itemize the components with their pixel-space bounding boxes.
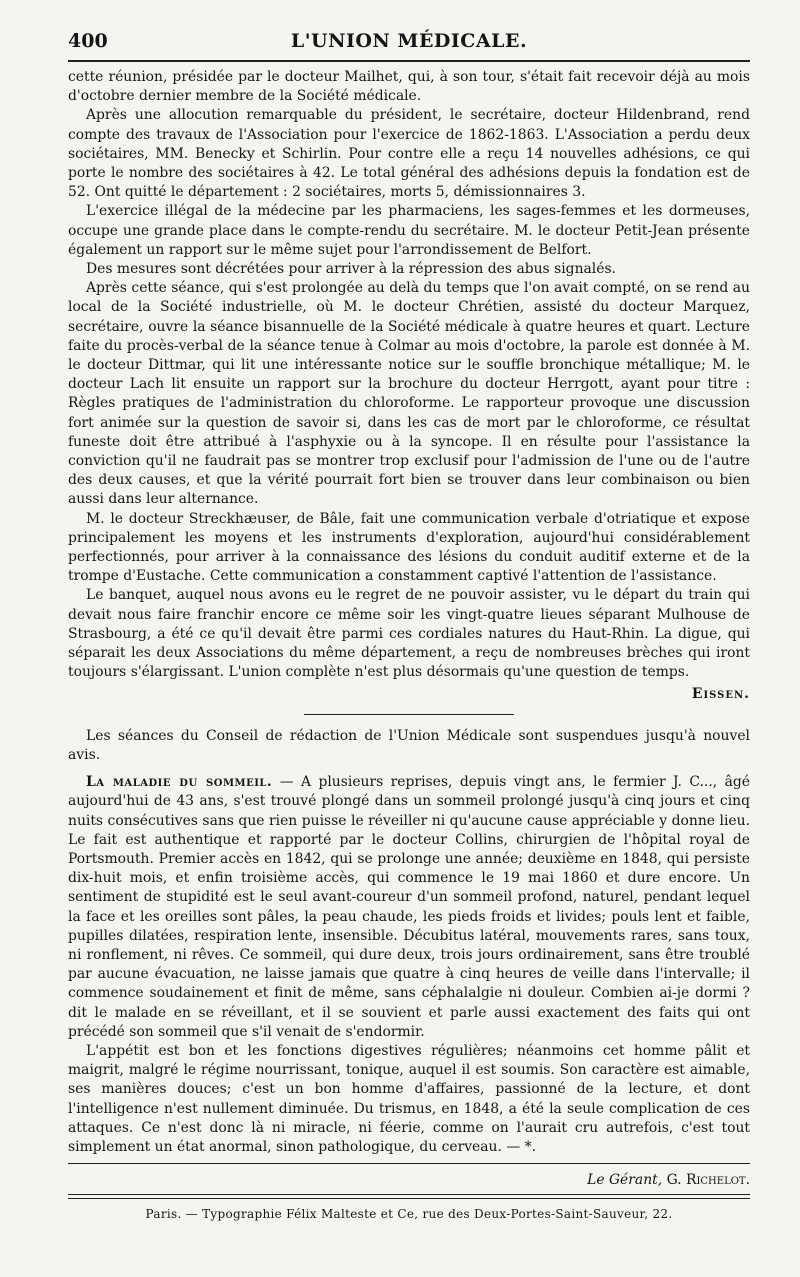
- paragraph: cette réunion, présidée par le docteur Mailhet, qui, à son tour, s'était fait recevoir déjà au mois d'octobre dernier membre de la Société médicale.: [68, 69, 750, 105]
- article-rubric: La maladie du sommeil.: [86, 774, 273, 791]
- page-body: [68, 68, 750, 1221]
- paragraph: Des mesures sont décrétées pour arriver à la répression des abus signalés.: [86, 261, 617, 278]
- paragraph: Après cette séance, qui s'est prolongée au delà du temps que l'on avait compté, on se rend au local de la Société industrielle, où M. le docteur Chrétien, assisté du docteur Marquez, secrétaire, ouvre la séance bisannuelle de la Société médicale à quatre heures et quart. Lecture faite du procès-verbal de la séance tenue à Colmar au mois d'octobre, la parole est donnée à M. le docteur Dittmar, qui lit une intéressante notice sur le souffle bronchique métallique; M. le docteur Lach lit ensuite un rapport sur la brochure du docteur Herrgott, ayant pour titre : Règles pratiques de l'administration du chloroforme. Le rapporteur provoque une discussion fort animée sur la question de savoir si, dans les cas de mort par le chloroforme, ce résultat funeste doit être attribué à l'asphyxie ou à la syncope. Il en résulte pour l'assistance la conviction qu'il ne faudrait pas se montrer trop exclusif pour l'admission de l'une ou de l'autre des deux causes, et que la vérité pourrait fort bien se trouver dans leur combinaison ou bien aussi dans leur alternance.: [68, 280, 750, 508]
- page-number: 400: [68, 30, 108, 52]
- header-rule: [68, 60, 750, 62]
- paragraph: L'exercice illégal de la médecine par les pharmaciens, les sages-femmes et les dormeuses, occupe une grande place dans le compte-rendu du secrétaire. M. le docteur Petit-Jean présente également un rapport sur le même sujet pour l'arrondissement de Belfort.: [68, 203, 750, 258]
- section-divider: [304, 714, 514, 715]
- article-text: — A plusieurs reprises, depuis vingt ans, le fermier J. C..., âgé aujourd'hui de 43 ans, s'est trouvé plongé dans un sommeil prolongé jusqu'à cinq jours et cinq nuits consécutives sans que rien puisse le réveiller ni qu'aucune cause appréciable y donne lieu. Le fait est authentique et rapporté par le docteur Collins, chirurgien de l'hôpital royal de Portsmouth. Premier accès en 1842, qui se prolonge une année; deuxième en 1848, qui persiste dix-huit mois, et enfin troisième accès, qui commence le 19 mai 1860 et dure encore. Un sentiment de stupidité est le seul avant-coureur d'un sommeil profond, naturel, pendant lequel la face et les oreilles sont pâles, la peau chaude, les pieds froids et livides; pouls lent et faible, pupilles dilatées, respiration lente, insensible. Décubitus latéral, mouvements rares, sans toux, ni ronflement, ni rêves. Ce sommeil, qui dure deux, trois jours ordinairement, sans être troublé par aucune évacuation, ne laisse jamais que quatre à cinq heures de veille dans l'intervalle; il commence soudainement et finit de même, sans céphalalgie ni douleur. Combien ai-je dormi ? dit le malade en se réveillant, et il se souvient et parle aussi exactement des faits qui ont précédé son sommeil que s'il venait de s'endormir.: [68, 774, 750, 1040]
- article-paragraph: [68, 773, 750, 1042]
- notice-paragraph: Les séances du Conseil de rédaction de l'Union Médicale sont suspendues jusqu'à nouvel avis.: [68, 727, 750, 763]
- paragraph: Après une allocution remarquable du président, le secrétaire, docteur Hildenbrand, rend compte des travaux de l'Association pour l'exercice de 1862-1863. L'Association a perdu deux sociétaires, MM. Benecky et Schirlin. Pour contre elle a reçu 14 nouvelles adhésions, ce qui porte le nombre des sociétaires à 42. Le total général des adhésions depuis la fondation est de 52. Ont quitté le département : 2 sociétaires, morts 5, démissionnaires 3.: [68, 107, 750, 201]
- paragraph: Le banquet, auquel nous avons eu le regret de ne pouvoir assister, vu le départ du train qui devait nous faire franchir encore ce même soir les vingt-quatre lieues séparant Mulhouse de Strasbourg, a été ce qu'il devait être parmi ces cordiales natures du Haut-Rhin. La digue, qui séparait les deux Associations du même département, a reçu de nombreuses brèches qui iront toujours s'élargissant. L'union complète n'est plus désormais qu'une question de temps.: [68, 587, 750, 681]
- article-paragraph: L'appétit est bon et les fonctions digestives régulières; néanmoins cet homme pâlit et maigrit, malgré le régime nourrissant, tonique, auquel il est soumis. Son caractère est aimable, ses manières douces; c'est un bon homme d'affaires, passionné de la lecture, et dont l'intelligence n'est nullement diminuée. Du trismus, en 1848, a été la seule complication de ces attaques. Ce n'est donc là ni miracle, ni féerie, comme on l'aurait cru autrefois, c'est tout simplement un état anormal, sinon pathologique, du cerveau. — *.: [68, 1042, 750, 1155]
- running-header: [68, 30, 750, 54]
- running-title: L'UNION MÉDICALE.: [290, 30, 528, 52]
- author-signature: Eissen.: [691, 685, 750, 702]
- paragraph: M. le docteur Streckhæuser, de Bâle, fait une communication verbale d'otriatique et expose principalement les moyens et les instruments d'exploration, aujourd'hui considérablement perfectionnés, pour arriver à la connaissance des lésions du conduit auditif externe et de la trompe d'Eustache. Cette communication a constamment captivé l'attention de l'assistance.: [68, 510, 750, 585]
- footer-rule: [68, 1198, 750, 1199]
- gerant-name: G. Richelot.: [666, 1172, 750, 1189]
- gerant-label: Le Gérant,: [587, 1172, 663, 1189]
- footer-rule: [68, 1163, 750, 1164]
- gerant-line: [68, 1172, 750, 1188]
- printer-imprint: Paris. — Typographie Félix Malteste et Ce, rue des Deux-Portes-Saint-Sauveur, 22.: [145, 1207, 673, 1222]
- footer-rule: [68, 1194, 750, 1195]
